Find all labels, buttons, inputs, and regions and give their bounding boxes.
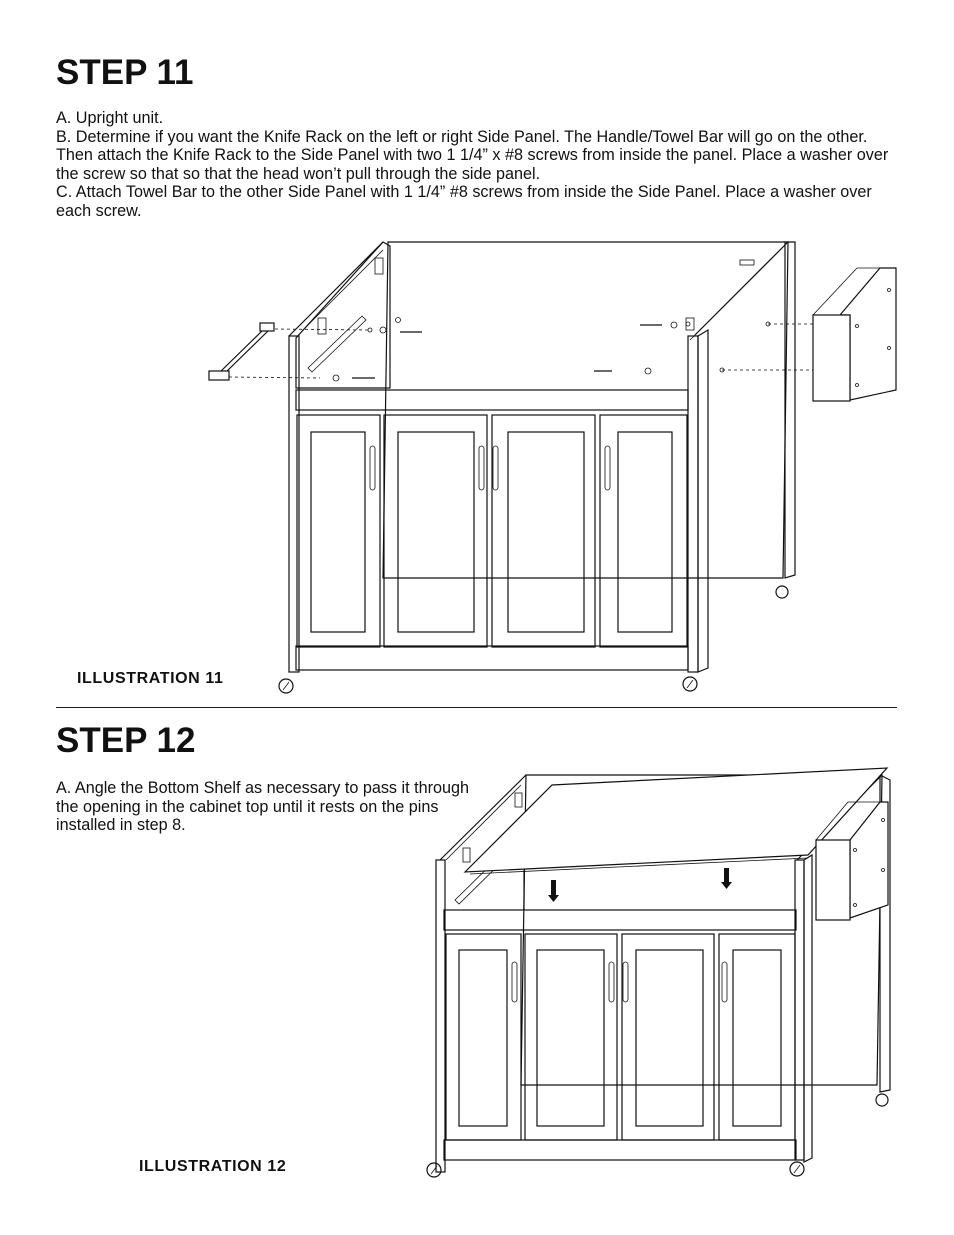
- bottom-rail: [296, 646, 688, 670]
- left-front-stile-12: [436, 860, 445, 1172]
- step-11-line-c: C. Attach Towel Bar to the other Side Panel with 1 1/4” #8 screws from inside the Side Panel. Place a washer over each screw.: [56, 183, 872, 220]
- cabinet-doors-11: [297, 415, 687, 647]
- step-11-title: STEP 11: [56, 53, 194, 92]
- right-side-panel: [785, 242, 795, 578]
- illustration-12-drawing: [427, 768, 890, 1177]
- right-front-stile-12: [795, 860, 804, 1160]
- illustration-11-drawing: [209, 242, 896, 693]
- cabinet-doors-12: [446, 934, 795, 1140]
- section-divider: [56, 707, 897, 708]
- step-12-instructions: [56, 779, 476, 835]
- step-12-title: STEP 12: [56, 721, 196, 760]
- illustration-11-label: ILLUSTRATION 11: [77, 670, 224, 687]
- right-front-stile: [688, 336, 698, 672]
- illustration-12-label: ILLUSTRATION 12: [139, 1158, 287, 1175]
- step-12-line-a: A. Angle the Bottom Shelf as necessary to pass it through the opening in the cabinet top until it rests on the pins installed in step 8.: [56, 779, 470, 835]
- step-11-line-a: A. Upright unit.: [56, 109, 164, 127]
- knife-rack: [720, 268, 896, 401]
- top-rail: [296, 390, 688, 410]
- step-11-line-b: B. Determine if you want the Knife Rack on the left or right Side Panel. The Handle/Towel Bar will go on the other. Then attach the Knife Rack to the Side Panel with two 1 1/4” x #8 screws from inside the panel. Place a washer over the screw so that so that the head won’t pull through the side panel.: [56, 127, 889, 183]
